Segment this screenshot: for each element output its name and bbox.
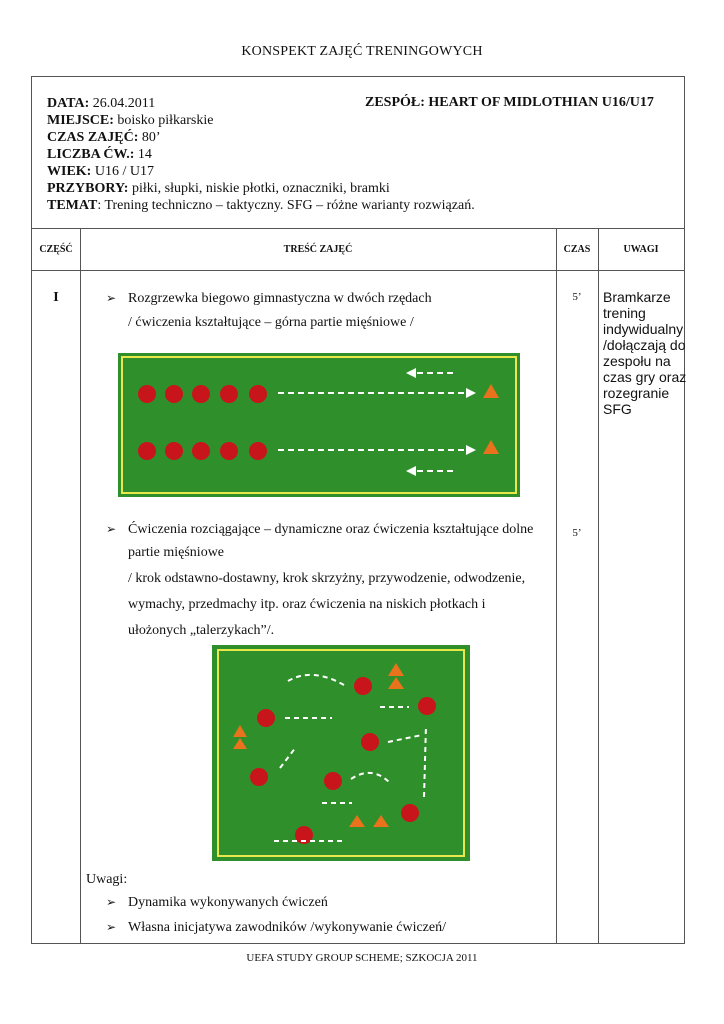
age-label: WIEK:	[47, 164, 92, 179]
ball-icon	[220, 385, 238, 403]
stretching-pitch-diagram	[212, 645, 470, 861]
remark-text: Dynamika wykonywanych ćwiczeń	[128, 895, 328, 910]
equipment-value: piłki, słupki, niskie płotki, oznaczniki, bramki	[128, 181, 390, 196]
exercise-warmup-time: 5’	[572, 291, 582, 303]
ball-icon	[165, 385, 183, 403]
note-line: czas gry oraz	[603, 369, 687, 385]
exercise-stretching-line4: wymachy, przedmachy itp. oraz ćwiczenia na niskich płotkach i	[128, 597, 486, 612]
bullet-arrow-icon: ➢	[106, 522, 117, 536]
note-line: Bramkarze	[603, 289, 671, 305]
header-block	[32, 77, 684, 229]
note-line: rozegranie	[603, 385, 670, 401]
place-value: boisko piłkarskie	[113, 113, 214, 128]
duration-label: CZAS ZAJĘĆ:	[47, 130, 139, 145]
team-value: HEART OF MIDLOTHIAN U16/U17	[424, 95, 654, 110]
ball-icon	[361, 733, 379, 751]
pitch-background	[212, 645, 470, 861]
ball-icon	[418, 697, 436, 715]
column-header-content: TREŚĆ ZAJĘĆ	[80, 229, 556, 271]
date-value: 26.04.2011	[89, 96, 156, 111]
duration-value: 80’	[138, 130, 161, 145]
exercise-warmup-subtext: / ćwiczenia kształtujące – górna partie mięśniowe /	[128, 315, 414, 330]
exercise-count-row	[47, 146, 152, 163]
exercise-stretching-line5: ułożonych „talerzykach”/.	[128, 623, 275, 638]
bullet-arrow-icon: ➢	[106, 291, 117, 305]
column-header-time: CZAS	[556, 229, 598, 271]
bullet-arrow-icon: ➢	[106, 920, 117, 934]
column-divider	[556, 229, 557, 944]
remarks-label: Uwagi:	[86, 872, 128, 887]
ball-icon	[138, 385, 156, 403]
team-row	[365, 95, 654, 111]
duration-row	[47, 129, 161, 146]
ball-icon	[401, 804, 419, 822]
place-row	[47, 112, 213, 129]
exercise-stretching-line2: partie mięśniowe	[128, 545, 225, 560]
ball-icon	[220, 442, 238, 460]
ball-icon	[192, 442, 210, 460]
place-label: MIEJSCE:	[47, 113, 114, 128]
document-footer: UEFA STUDY GROUP SCHEME; SZKOCJA 2011	[246, 952, 478, 964]
team-label: ZESPÓŁ:	[365, 95, 425, 110]
exercise-count-value: 14	[134, 147, 152, 162]
age-value: U16 / U17	[91, 164, 154, 179]
ball-icon	[138, 442, 156, 460]
header-divider	[32, 270, 684, 271]
exercise-stretching-text: Ćwiczenia rozciągające – dynamiczne oraz ćwiczenia kształtujące dolne	[128, 522, 534, 537]
note-line: /dołączają do	[603, 337, 686, 353]
ball-icon	[249, 442, 267, 460]
exercise-stretching-time: 5’	[572, 527, 582, 539]
remark-item	[106, 917, 446, 938]
note-line: zespołu na	[603, 353, 671, 369]
training-plan-table	[31, 76, 685, 944]
topic-value: : Trening techniczno – taktyczny. SFG – różne warianty rozwiązań.	[97, 198, 475, 213]
exercise-warmup-text: Rozgrzewka biegowo gimnastyczna w dwóch rzędach	[128, 291, 432, 306]
note-line: indywidualny	[603, 321, 684, 337]
note-line: SFG	[603, 401, 632, 417]
bullet-arrow-icon: ➢	[106, 895, 117, 909]
exercise-item-warmup	[106, 288, 432, 309]
column-divider	[598, 229, 599, 944]
equipment-label: PRZYBORY:	[47, 181, 129, 196]
ball-icon	[324, 772, 342, 790]
ball-icon	[192, 385, 210, 403]
warmup-pitch-diagram	[118, 353, 520, 497]
equipment-row	[47, 180, 390, 197]
exercise-count-label: LICZBA ĆW.:	[47, 147, 135, 162]
document-title: KONSPEKT ZAJĘĆ TRENINGOWYCH	[241, 44, 483, 59]
age-row	[47, 163, 154, 180]
notes-cell	[603, 289, 687, 417]
ball-icon	[250, 768, 268, 786]
date-label: DATA:	[47, 96, 90, 111]
ball-icon	[249, 385, 267, 403]
remark-text: Własna inicjatywa zawodników /wykonywanie ćwiczeń/	[128, 920, 447, 935]
exercise-item-stretching	[106, 519, 533, 540]
exercise-stretching-line3: / krok odstawno-dostawny, krok skrzyżny, przywodzenie, odwodzenie,	[128, 571, 526, 586]
column-header-notes: UWAGI	[598, 229, 684, 271]
topic-label: TEMAT	[47, 198, 98, 213]
note-line: trening	[603, 305, 646, 321]
column-divider	[80, 229, 81, 944]
topic-row	[47, 197, 475, 214]
column-header-part: CZĘŚĆ	[32, 229, 80, 271]
ball-icon	[354, 677, 372, 695]
part-number: I	[53, 290, 59, 305]
ball-icon	[257, 709, 275, 727]
remark-item	[106, 892, 328, 913]
date-row	[47, 95, 155, 112]
ball-icon	[165, 442, 183, 460]
pitch-background	[118, 353, 520, 497]
